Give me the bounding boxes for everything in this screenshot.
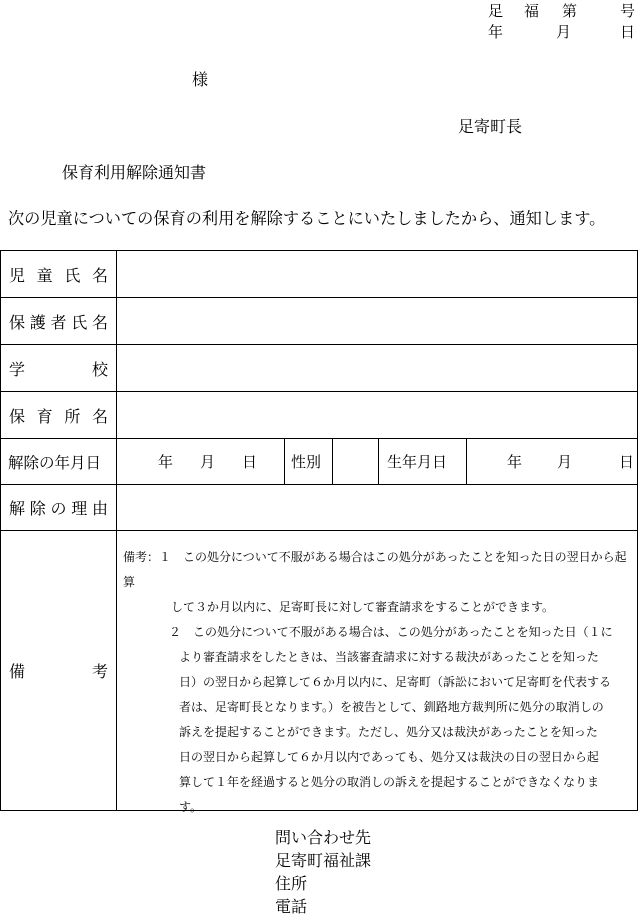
remarks-line: 訴えを提起することができます。ただし、処分又は裁決があったことを知った <box>179 725 598 739</box>
gender-field[interactable] <box>333 439 379 484</box>
intro-text: 次の児童についての保育の利用を解除することにいたしましたから、通知します。 <box>8 209 606 228</box>
remarks-line: 者は、足寄町長となります。）を被告として、釧路地方裁判所に処分の取消しの <box>179 700 604 714</box>
contact-block <box>275 826 371 918</box>
contact-phone-label: 電話 <box>275 897 308 916</box>
row-child-name <box>1 251 637 298</box>
nursery-label: 保 育 所 名 <box>1 392 117 438</box>
remarks-line: す。 <box>179 800 203 814</box>
issuer: 足寄町長 <box>458 117 523 136</box>
child-name-label: 児 童 氏 名 <box>1 251 117 297</box>
contact-department: 足寄町福祉課 <box>275 851 372 870</box>
cancel-date-field[interactable]: 年 月 日 <box>117 439 285 484</box>
child-name-field[interactable] <box>117 251 637 297</box>
remarks-line: 備考：１ この処分について不服がある場合はこの処分があったことを知った日の翌日から起算 <box>123 550 627 589</box>
addressee-suffix: 様 <box>192 70 209 89</box>
remarks-line: 日）の翌日から起算して６か月以内に、足寄町（訴訟において足寄町を代表する <box>179 675 612 689</box>
notice-form <box>0 250 638 814</box>
doc-number-part: 第 <box>562 2 578 20</box>
remarks-content <box>117 531 637 814</box>
gender-label: 性別 <box>285 439 333 484</box>
nursery-field[interactable] <box>117 392 637 438</box>
birth-date-field[interactable]: 年 月 日 <box>507 453 635 471</box>
row-reason <box>1 485 637 531</box>
cancel-date-label: 解除の年月日 <box>1 439 117 484</box>
date-part: 日 <box>620 23 636 41</box>
date-part: 月 <box>556 23 572 41</box>
remarks-line: して３か月以内に、足寄町長に対して審査請求をすることができます。 <box>171 600 555 614</box>
reason-label: 解 除 の 理 由 <box>1 485 117 530</box>
school-label: 学 校 <box>1 345 117 391</box>
doc-number-part: 号 <box>620 2 636 20</box>
remarks-line: 算して１年を経過すると処分の取消しの訴えを提起することができなくなりま <box>179 775 600 789</box>
guardian-name-field[interactable] <box>117 298 637 344</box>
remarks-line: 日の翌日から起算して６か月以内であっても、処分又は裁決の日の翌日から起 <box>179 750 599 764</box>
row-remarks <box>1 531 637 814</box>
document-title: 保育利用解除通知書 <box>62 163 207 182</box>
date-part: 年 <box>488 23 504 41</box>
document-date <box>488 21 635 42</box>
row-cancel-date <box>1 439 637 485</box>
birth-date-label: 生年月日 <box>379 439 467 484</box>
remarks-line: ２ この処分について不服がある場合は、この処分があったことを知った日（１に <box>169 625 613 639</box>
row-guardian-name <box>1 298 637 345</box>
contact-heading: 問い合わせ先 <box>275 828 372 847</box>
guardian-name-label: 保 護 者 氏 名 <box>1 298 117 344</box>
contact-address-label: 住所 <box>275 874 308 893</box>
doc-number-part: 福 <box>524 2 540 20</box>
row-nursery <box>1 392 637 439</box>
school-field[interactable] <box>117 345 637 391</box>
remarks-line: より審査請求をしたときは、当該審査請求に対する裁決があったことを知った <box>179 650 599 664</box>
document-number <box>488 0 635 21</box>
reason-field[interactable] <box>117 485 637 530</box>
doc-number-part: 足 <box>488 2 504 20</box>
row-school <box>1 345 637 392</box>
remarks-label: 備 考 <box>1 531 117 810</box>
